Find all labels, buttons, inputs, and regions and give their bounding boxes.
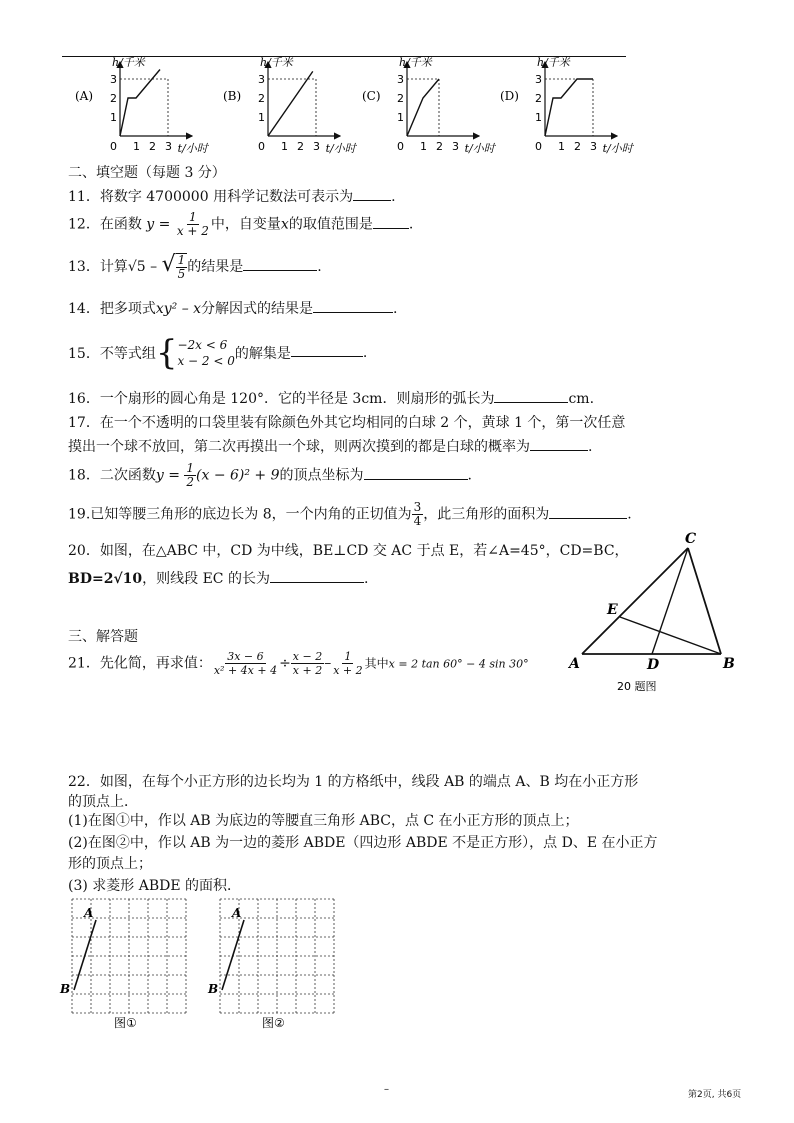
seg-CD — [652, 548, 688, 654]
x-tick-2: 2 — [149, 140, 156, 153]
q21-n2: x − 2 — [292, 650, 323, 663]
label-A: A — [569, 656, 580, 672]
segment-AB-1 — [74, 920, 96, 990]
q17-blank[interactable] — [530, 438, 588, 451]
q15-system — [155, 333, 235, 373]
q20-bd: BD=2√10 — [68, 571, 143, 587]
q21-n1: 3x − 6 — [227, 650, 264, 663]
q12-var: x — [280, 216, 289, 233]
q18-fraction — [184, 462, 196, 489]
y-tick-3: 3 — [397, 73, 404, 86]
question-16 — [68, 388, 594, 408]
footer-dash: – — [384, 1084, 389, 1095]
y-tick-2: 2 — [110, 92, 117, 105]
q13-den: 5 — [177, 267, 186, 281]
q13-blank[interactable] — [243, 258, 317, 271]
question-17-line1: 17．在一个不透明的口袋里装有除颜色外其它均相同的白球 2 个，黄球 1 个，第一次任意 — [68, 415, 626, 431]
q19-num: 3 — [413, 500, 422, 514]
q21-pre: 21．先化简，再求值： — [68, 655, 212, 672]
q15-post: 的解集是 — [234, 346, 291, 362]
q19-blank[interactable] — [549, 506, 627, 519]
x-tick-2: 2 — [297, 140, 304, 153]
x-tick-2: 2 — [574, 140, 581, 153]
origin-label: 0 — [258, 140, 265, 153]
q21-frac1 — [212, 650, 279, 677]
y-tick-3: 3 — [258, 73, 265, 86]
question-22-line3: (1)在图①中，作以 AB 为底边的等腰直三角形 ABC，点 C 在小正方形的顶点上； — [68, 813, 579, 829]
graph-line — [407, 79, 439, 136]
graph-c — [362, 56, 497, 155]
footer-page: 第2页, 共6页 — [688, 1090, 742, 1100]
q21-n3: 1 — [344, 650, 352, 663]
figure-20 — [565, 528, 745, 698]
y-tick-1: 1 — [110, 111, 117, 124]
q14-poly: xy² – x — [155, 301, 202, 317]
q11-blank[interactable] — [353, 188, 391, 201]
graph-d — [500, 56, 635, 155]
x-axis-label: t/小时 — [177, 142, 208, 155]
q13-end: . — [317, 259, 322, 275]
section-fill-in-title: 二、填空题（每题 3 分） — [68, 165, 226, 181]
y-tick-1: 1 — [535, 111, 542, 124]
q15-pre: 15．不等式组 — [68, 346, 156, 362]
q12-fraction — [175, 211, 211, 238]
q15-rows — [177, 337, 234, 369]
q17-end: . — [588, 439, 593, 455]
question-19 — [68, 501, 632, 528]
grid-1-label-B: B — [60, 982, 71, 996]
question-17-line2 — [68, 436, 592, 456]
seg-BE — [620, 617, 721, 654]
label-B: B — [723, 656, 735, 672]
q16-end: cm. — [568, 391, 595, 407]
x-tick-3: 3 — [165, 140, 172, 153]
q18-den: 2 — [186, 475, 195, 489]
q12-num: 1 — [189, 210, 197, 224]
q20-end: . — [363, 571, 369, 587]
q12-den: x + 2 — [176, 224, 209, 238]
label-E: E — [607, 602, 618, 618]
q21-cond: x = 2 tan 60° − 4 sin 30° — [388, 657, 529, 671]
q12-post2: 的取值范围是 — [288, 216, 373, 233]
q13-post: 的结果是 — [187, 259, 244, 275]
q15-end: . — [362, 345, 368, 361]
segment-AB-2 — [222, 920, 244, 990]
q18-expr: (x − 6)² + 9 — [196, 467, 280, 484]
q13-sqrt5: √5 – — [127, 259, 158, 275]
label-C: C — [685, 531, 697, 547]
y-tick-3: 3 — [535, 73, 542, 86]
grid-1-label-A: A — [84, 906, 94, 920]
y-tick-2: 2 — [535, 92, 542, 105]
graph-b — [223, 56, 358, 155]
q18-blank[interactable] — [364, 467, 468, 480]
grid-2-caption: 图② — [262, 1016, 285, 1030]
origin-label: 0 — [110, 140, 117, 153]
y-tick-2: 2 — [397, 92, 404, 105]
option-label: (C) — [362, 88, 381, 103]
seg-BC — [688, 548, 721, 654]
q21-d2: x + 2 — [292, 664, 323, 677]
grid-2-label-A: A — [232, 906, 242, 920]
grid-figure-2 — [206, 895, 346, 1040]
q14-post: 分解因式的结果是 — [201, 301, 314, 317]
y-axis-label: h/千米 — [112, 56, 145, 69]
question-21 — [68, 650, 529, 677]
q13-pre: 13．计算 — [68, 259, 128, 275]
grid-2-label-B: B — [208, 982, 219, 996]
x-tick-1: 1 — [558, 140, 565, 153]
q16-text: 16．一个扇形的圆心角是 120°．它的半径是 3cm．则扇形的弧长为 — [68, 391, 495, 407]
y-tick-2: 2 — [258, 92, 265, 105]
seg-AC — [582, 548, 688, 654]
x-axis-label: t/小时 — [325, 142, 356, 155]
graph-line — [545, 79, 593, 136]
question-22-line5: 形的顶点上； — [68, 856, 152, 872]
question-22-line2: 的顶点上． — [68, 794, 138, 810]
q12-y: y = — [146, 216, 171, 233]
q19-fraction — [412, 501, 424, 528]
q18-post: 的顶点坐标为 — [279, 467, 364, 484]
x-tick-1: 1 — [281, 140, 288, 153]
question-22-line6: (3) 求菱形 ABDE 的面积． — [68, 878, 242, 894]
q21-d3: x + 2 — [333, 664, 363, 677]
x-tick-1: 1 — [420, 140, 427, 153]
q21-op1: ÷ — [279, 655, 291, 672]
y-tick-3: 3 — [110, 73, 117, 86]
label-D: D — [647, 657, 660, 673]
origin-label: 0 — [535, 140, 542, 153]
question-22-line1: 22．如图，在每个小正方形的边长均为 1 的方格纸中，线段 AB 的端点 A、B 均在小正方形 — [68, 774, 639, 790]
x-tick-3: 3 — [452, 140, 459, 153]
y-axis-label: h/千米 — [260, 56, 293, 69]
graph-a — [75, 56, 210, 155]
q17-line2-text: 摸出一个球不放回，第二次再摸出一个球，则两次摸到的都是白球的概率为 — [68, 439, 530, 455]
graph-line — [268, 71, 313, 136]
q21-frac3 — [331, 650, 364, 677]
fig20-caption: 20 题图 — [617, 680, 657, 693]
y-axis-label: h/千米 — [537, 56, 570, 69]
q13-sqrt-sign: √ — [161, 252, 176, 277]
question-15 — [68, 333, 368, 373]
q14-pre: 14．把多项式 — [68, 301, 156, 317]
question-20-line2 — [68, 568, 368, 588]
question-14 — [68, 298, 398, 318]
q21-post: 其中 — [364, 656, 389, 671]
q12-end: . — [408, 216, 414, 233]
question-13 — [68, 252, 322, 281]
q18-end: . — [467, 467, 472, 484]
question-22-line4: (2)在图②中，作以 AB 为一边的菱形 ABDE（四边形 ABDE 不是正方形），点 D、E 在小正方 — [68, 835, 658, 851]
q11-text: 11．将数字 4700000 用科学记数法可表示为 — [68, 189, 354, 205]
question-18 — [68, 462, 472, 489]
question-20-line1: 20．如图，在△ABC 中，CD 为中线，BE⊥CD 交 AC 于点 E，若∠A=45°，CD=BC， — [68, 543, 629, 559]
q21-frac2 — [291, 650, 324, 677]
q18-pre: 18．二次函数 — [68, 467, 156, 484]
x-axis-label: t/小时 — [602, 142, 633, 155]
q19-den: 4 — [413, 514, 422, 528]
q12-blank[interactable] — [373, 216, 409, 229]
q19-end: . — [627, 506, 632, 523]
q12-pre: 12．在函数 — [68, 216, 142, 233]
q15-row1: −2x < 6 — [177, 338, 228, 352]
grid-1-caption: 图① — [114, 1016, 137, 1030]
grid-figure-1 — [58, 895, 198, 1040]
x-axis-label: t/小时 — [464, 142, 495, 155]
y-tick-1: 1 — [397, 111, 404, 124]
q15-row2: x − 2 < 0 — [177, 354, 235, 368]
q13-num: 1 — [177, 253, 186, 267]
q19-post: ，此三角形的面积为 — [423, 506, 550, 523]
option-label: (B) — [223, 88, 242, 103]
y-tick-1: 1 — [258, 111, 265, 124]
graph-line — [120, 70, 160, 137]
option-graphs — [60, 56, 633, 160]
question-11 — [68, 186, 396, 206]
x-tick-1: 1 — [133, 140, 140, 153]
q14-end: . — [393, 301, 398, 317]
x-tick-3: 3 — [590, 140, 597, 153]
x-tick-2: 2 — [436, 140, 443, 153]
x-tick-3: 3 — [313, 140, 320, 153]
q21-d1: x² + 4x + 4 — [213, 664, 278, 677]
q20-blank[interactable] — [270, 570, 364, 583]
q15-brace: { — [155, 333, 178, 373]
q18-num: 1 — [186, 461, 195, 475]
y-axis-label: h/千米 — [399, 56, 432, 69]
q11-end: . — [391, 189, 396, 205]
q19-pre: 19.已知等腰三角形的底边长为 8，一个内角的正切值为 — [68, 506, 412, 523]
q12-post: 中，自变量 — [210, 216, 281, 233]
q21-op2: – — [324, 655, 332, 672]
q18-y: y = — [155, 467, 180, 484]
section-answer-title: 三、解答题 — [68, 629, 138, 645]
origin-label: 0 — [397, 140, 404, 153]
option-label: (D) — [500, 88, 519, 103]
q20-post: ，则线段 EC 的长为 — [142, 571, 270, 587]
q14-blank[interactable] — [313, 300, 393, 313]
q15-blank[interactable] — [291, 344, 363, 357]
question-12 — [68, 211, 413, 238]
option-label: (A) — [75, 88, 94, 103]
q13-fraction — [176, 253, 188, 281]
q16-blank[interactable] — [494, 390, 568, 403]
